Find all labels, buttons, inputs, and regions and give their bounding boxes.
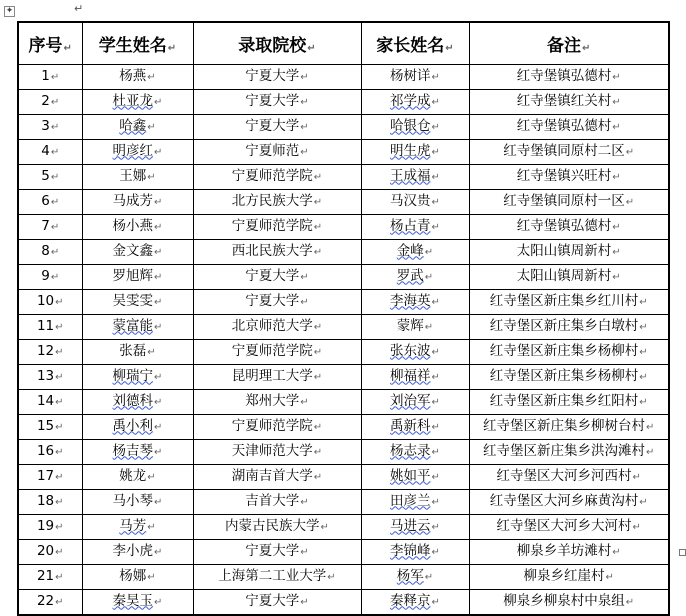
cell-parent-name <box>361 164 469 189</box>
paragraph-mark: ↵ <box>74 2 84 15</box>
cell-note <box>469 489 669 514</box>
cell-parent-name-text: 李锦峰 <box>390 542 431 559</box>
cell-note-text: 红寺堡区新庄集乡杨柳村 <box>489 367 639 384</box>
cell-student-name <box>82 239 193 264</box>
cell-student-name <box>82 339 193 364</box>
cell-school-text: 宁夏师范 <box>245 142 300 159</box>
cell-note <box>469 164 669 189</box>
cell-note-text: 红寺堡区大河乡大河村 <box>496 517 632 534</box>
cell-parent-name <box>361 514 469 539</box>
table-row <box>18 539 669 564</box>
cell-student-name <box>82 289 193 314</box>
cell-number <box>18 89 82 114</box>
cell-number-text: 20 <box>36 542 55 559</box>
cell-number-text: 16 <box>36 442 55 459</box>
cell-note-text: 红寺堡区新庄集乡白墩村 <box>489 317 639 334</box>
cell-parent-name-text: 柳福祥 <box>390 367 431 384</box>
cell-parent-name-text: 马汉贵 <box>390 192 431 209</box>
cell-student-name-text: 杨小燕 <box>112 217 154 234</box>
cell-school-text: 西北民族大学 <box>231 242 313 259</box>
table-row <box>18 564 669 589</box>
cell-student-name-text: 马芳 <box>119 517 147 534</box>
cell-student-name <box>82 439 193 464</box>
cell-number <box>18 214 82 239</box>
cell-number-text: 14 <box>36 392 55 409</box>
cell-parent-name-text: 杨树详 <box>390 67 431 84</box>
cell-parent-name <box>361 339 469 364</box>
cell-student-name-text: 杜亚龙 <box>112 92 154 109</box>
cell-student-name-text: 马成芳 <box>112 192 154 209</box>
cell-number-text: 3 <box>41 117 50 134</box>
cell-school-text: 宁夏大学 <box>245 542 300 559</box>
cell-note <box>469 389 669 414</box>
cell-parent-name <box>361 64 469 89</box>
cell-school <box>193 239 361 264</box>
cell-school <box>193 564 361 589</box>
cell-school-text: 北京师范大学 <box>231 317 313 334</box>
cell-parent-name <box>361 439 469 464</box>
cell-student-name <box>82 514 193 539</box>
cell-school-text: 宁夏师范学院 <box>231 417 313 434</box>
cell-number <box>18 64 82 89</box>
table-row <box>18 64 669 89</box>
cell-student-name-text: 明彦红 <box>112 142 154 159</box>
cell-parent-name <box>361 589 469 615</box>
cell-parent-name-text: 杨志录 <box>390 442 431 459</box>
cell-parent-name-text: 王成福 <box>390 167 431 184</box>
cell-school <box>193 539 361 564</box>
table-row <box>18 89 669 114</box>
cell-note-text: 红寺堡区新庄集乡柳树台村 <box>483 417 646 434</box>
cell-school <box>193 589 361 615</box>
cell-number <box>18 264 82 289</box>
cell-note <box>469 414 669 439</box>
cell-student-name-text: 李小虎 <box>112 542 154 559</box>
cell-parent-name <box>361 139 469 164</box>
cell-number-text: 12 <box>36 342 55 359</box>
cell-student-name-text: 罗旭辉 <box>112 267 154 284</box>
cell-number <box>18 514 82 539</box>
table-row <box>18 264 669 289</box>
cell-school <box>193 464 361 489</box>
cell-student-name <box>82 414 193 439</box>
cell-school <box>193 264 361 289</box>
cell-student-name-text: 吴雯雯 <box>112 292 154 309</box>
cell-school-text: 上海第二工业大学 <box>218 567 327 584</box>
cell-number <box>18 414 82 439</box>
cell-parent-name-text: 秦释京 <box>390 592 431 609</box>
cell-student-name-text: 刘德科 <box>112 392 154 409</box>
table-row <box>18 164 669 189</box>
cell-student-name <box>82 164 193 189</box>
cell-parent-name-text: 杨占青 <box>390 217 431 234</box>
cell-number <box>18 339 82 364</box>
cell-school <box>193 414 361 439</box>
cell-note-text: 红寺堡镇同原村二区 <box>503 142 625 159</box>
table-row <box>18 489 669 514</box>
cell-school-text: 吉首大学 <box>245 492 300 509</box>
cell-student-name-text: 蒙富能 <box>112 317 154 334</box>
cell-note-text: 红寺堡区新庄集乡杨柳村 <box>489 342 639 359</box>
cell-student-name-text: 马小琴 <box>112 492 154 509</box>
cell-note <box>469 464 669 489</box>
cell-school-text: 宁夏师范学院 <box>231 342 313 359</box>
cell-parent-name <box>361 289 469 314</box>
cell-note <box>469 439 669 464</box>
cell-parent-name <box>361 314 469 339</box>
cell-note-text: 红寺堡镇同原村一区 <box>503 192 625 209</box>
cell-student-name <box>82 89 193 114</box>
cell-student-name <box>82 489 193 514</box>
admission-table <box>17 21 670 616</box>
cell-number-text: 22 <box>36 592 55 609</box>
cell-school-text: 宁夏大学 <box>245 92 300 109</box>
cell-number-text: 4 <box>41 142 50 159</box>
table-row <box>18 114 669 139</box>
cell-school-text: 湖南吉首大学 <box>231 467 313 484</box>
table-row <box>18 364 669 389</box>
table-row <box>18 464 669 489</box>
cell-parent-name <box>361 114 469 139</box>
cell-school <box>193 189 361 214</box>
cell-student-name <box>82 539 193 564</box>
cell-number-text: 8 <box>41 242 50 259</box>
cell-note-text: 太阳山镇周新村 <box>516 242 612 259</box>
cell-student-name-text: 杨燕 <box>119 67 147 84</box>
cell-parent-name-text: 祁学成 <box>390 92 431 109</box>
cell-note <box>469 539 669 564</box>
cell-student-name <box>82 589 193 615</box>
cell-school <box>193 314 361 339</box>
table-row <box>18 439 669 464</box>
cell-number <box>18 564 82 589</box>
cell-number <box>18 289 82 314</box>
cell-note <box>469 339 669 364</box>
cell-parent-name-text: 李海英 <box>390 292 431 309</box>
cell-note-text: 红寺堡区新庄集乡红川村 <box>489 292 639 309</box>
cell-note-text: 柳泉乡柳泉村中泉组 <box>503 592 625 609</box>
cell-school-text: 郑州大学 <box>245 392 300 409</box>
cell-note <box>469 239 669 264</box>
table-row <box>18 589 669 615</box>
cell-note <box>469 114 669 139</box>
cell-number <box>18 139 82 164</box>
cell-student-name <box>82 189 193 214</box>
cell-parent-name <box>361 564 469 589</box>
cell-number-text: 10 <box>36 292 55 309</box>
table-row <box>18 239 669 264</box>
cell-school-text: 宁夏大学 <box>245 292 300 309</box>
cell-student-name <box>82 214 193 239</box>
cell-school <box>193 389 361 414</box>
cell-note-text: 红寺堡镇兴旺村 <box>516 167 612 184</box>
cell-parent-name <box>361 214 469 239</box>
cell-number-text: 19 <box>36 517 55 534</box>
table-row <box>18 289 669 314</box>
cell-number-text: 18 <box>36 492 55 509</box>
cell-parent-name-text: 姚如平 <box>390 467 431 484</box>
header-school: 录取院校 ↵ <box>193 22 361 64</box>
cell-student-name-text: 杨娜 <box>119 567 147 584</box>
cell-student-name <box>82 389 193 414</box>
cell-student-name <box>82 264 193 289</box>
cell-parent-name-text: 禹新科 <box>390 417 431 434</box>
cell-parent-name <box>361 364 469 389</box>
cell-number <box>18 189 82 214</box>
cell-note-text: 红寺堡区新庄集乡红阳村 <box>489 392 639 409</box>
cell-number <box>18 589 82 615</box>
cell-note-text: 红寺堡区大河乡麻黄沟村 <box>489 492 639 509</box>
cell-number <box>18 489 82 514</box>
cell-student-name <box>82 364 193 389</box>
cell-school <box>193 289 361 314</box>
cell-number <box>18 364 82 389</box>
cell-number <box>18 464 82 489</box>
cell-student-name <box>82 64 193 89</box>
header-row <box>18 22 669 64</box>
cell-number-text: 13 <box>36 367 55 384</box>
cell-number <box>18 389 82 414</box>
cell-student-name-text: 禹小利 <box>112 417 154 434</box>
cell-school <box>193 139 361 164</box>
cell-school-text: 宁夏大学 <box>245 267 300 284</box>
cell-school <box>193 339 361 364</box>
cell-note-text: 红寺堡镇弘德村 <box>516 217 612 234</box>
cell-number <box>18 164 82 189</box>
cell-parent-name-text: 马进云 <box>390 517 431 534</box>
cell-note <box>469 364 669 389</box>
header-student-name: 学生姓名 ↵ <box>82 22 193 64</box>
cell-note <box>469 89 669 114</box>
cell-parent-name <box>361 189 469 214</box>
cell-parent-name-text: 张东波 <box>390 342 431 359</box>
cell-note <box>469 514 669 539</box>
cell-note-text: 红寺堡镇弘德村 <box>516 67 612 84</box>
cell-student-name <box>82 114 193 139</box>
cell-note <box>469 314 669 339</box>
table-row <box>18 314 669 339</box>
cell-parent-name-text: 罗武 <box>396 267 424 284</box>
cell-note <box>469 289 669 314</box>
cell-school <box>193 514 361 539</box>
cell-parent-name-text: 明生虎 <box>390 142 431 159</box>
cell-student-name-text: 张磊 <box>119 342 147 359</box>
cell-parent-name <box>361 264 469 289</box>
cell-school <box>193 114 361 139</box>
cell-student-name <box>82 564 193 589</box>
cell-number <box>18 439 82 464</box>
header-parent-name: 家长姓名 ↵ <box>361 22 469 64</box>
cell-note-text: 红寺堡镇红关村 <box>516 92 612 109</box>
cell-school-text: 北方民族大学 <box>231 192 313 209</box>
cell-student-name-text: 王娜 <box>119 167 147 184</box>
cell-school <box>193 364 361 389</box>
cell-number-text: 15 <box>36 417 55 434</box>
cell-school-text: 宁夏师范学院 <box>231 167 313 184</box>
cell-number <box>18 539 82 564</box>
cell-note <box>469 564 669 589</box>
cell-note-text: 红寺堡区新庄集乡洪沟滩村 <box>483 442 646 459</box>
cell-note-text: 红寺堡镇弘德村 <box>516 117 612 134</box>
cell-parent-name <box>361 389 469 414</box>
cell-school <box>193 439 361 464</box>
table-move-handle[interactable]: ✦ <box>5 6 14 16</box>
cell-student-name-text: 哈鑫 <box>119 117 147 134</box>
cell-parent-name-text: 蒙辉 <box>396 317 424 334</box>
cell-parent-name-text: 金峰 <box>396 242 424 259</box>
cell-school-text: 宁夏大学 <box>245 117 300 134</box>
table-row <box>18 139 669 164</box>
cell-parent-name <box>361 414 469 439</box>
cell-school <box>193 489 361 514</box>
cell-student-name <box>82 139 193 164</box>
cell-number-text: 11 <box>36 317 55 334</box>
cell-parent-name <box>361 539 469 564</box>
header-note: 备注 ↵ <box>469 22 669 64</box>
cell-note <box>469 64 669 89</box>
cell-number-text: 2 <box>41 92 50 109</box>
cell-number-text: 1 <box>41 67 50 84</box>
table-body <box>18 64 669 615</box>
cell-school-text: 宁夏大学 <box>245 592 300 609</box>
cell-number <box>18 314 82 339</box>
cell-student-name-text: 柳瑞宁 <box>112 367 154 384</box>
table-row <box>18 214 669 239</box>
cell-student-name <box>82 464 193 489</box>
cell-school <box>193 89 361 114</box>
cell-school-text: 内蒙古民族大学 <box>225 517 320 534</box>
table-row <box>18 514 669 539</box>
cell-number <box>18 114 82 139</box>
cell-school-text: 宁夏师范学院 <box>231 217 313 234</box>
cell-number-text: 6 <box>41 192 50 209</box>
cell-parent-name <box>361 239 469 264</box>
cell-number-text: 7 <box>41 217 50 234</box>
cell-school-text: 昆明理工大学 <box>231 367 313 384</box>
cell-note-text: 柳泉乡红崖村 <box>523 567 605 584</box>
cell-student-name <box>82 314 193 339</box>
table-resize-handle[interactable] <box>679 549 686 556</box>
cell-note-text: 红寺堡区大河乡河西村 <box>496 467 632 484</box>
cell-school-text: 宁夏大学 <box>245 67 300 84</box>
cell-number-text: 21 <box>36 567 55 584</box>
cell-parent-name-text: 哈银仓 <box>390 117 431 134</box>
cell-parent-name-text: 刘治军 <box>390 392 431 409</box>
cell-parent-name <box>361 489 469 514</box>
cell-student-name-text: 姚龙 <box>119 467 147 484</box>
cell-note <box>469 214 669 239</box>
cell-number-text: 9 <box>41 267 50 284</box>
cell-parent-name-text: 杨军 <box>396 567 424 584</box>
cell-note <box>469 189 669 214</box>
cell-school <box>193 214 361 239</box>
table-row <box>18 189 669 214</box>
cell-student-name-text: 秦昊玉 <box>112 592 154 609</box>
header-number: 序号 ↵ <box>18 22 82 64</box>
table-row <box>18 389 669 414</box>
cell-note <box>469 589 669 615</box>
cell-parent-name <box>361 464 469 489</box>
cell-parent-name <box>361 89 469 114</box>
table-row <box>18 414 669 439</box>
cell-number-text: 5 <box>41 167 50 184</box>
cell-note <box>469 139 669 164</box>
cell-school <box>193 64 361 89</box>
cell-student-name-text: 金文鑫 <box>112 242 154 259</box>
cell-school-text: 天津师范大学 <box>231 442 313 459</box>
cell-number <box>18 239 82 264</box>
cell-number-text: 17 <box>36 467 55 484</box>
cell-note-text: 柳泉乡羊坊滩村 <box>516 542 612 559</box>
cell-note <box>469 264 669 289</box>
cell-student-name-text: 杨吉琴 <box>112 442 154 459</box>
table-row <box>18 339 669 364</box>
cell-parent-name-text: 田彦兰 <box>390 492 431 509</box>
cell-note-text: 太阳山镇周新村 <box>516 267 612 284</box>
cell-school <box>193 164 361 189</box>
